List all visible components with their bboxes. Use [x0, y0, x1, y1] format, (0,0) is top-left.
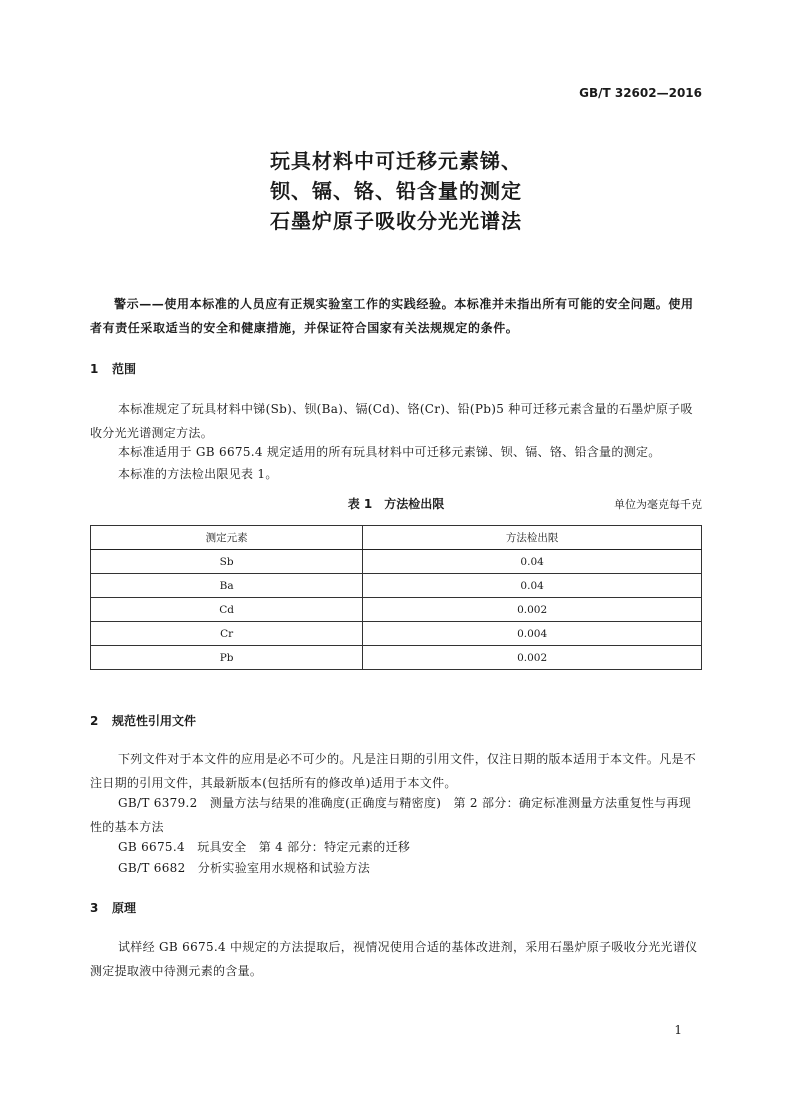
table-caption: 表 1 方法检出限 — [347, 497, 445, 511]
section-3-heading — [90, 899, 136, 916]
reference-gb-6675-4: GB 6675.4 玩具安全 第 4 部分：特定元素的迁移 — [118, 840, 411, 854]
cell-limit: 0.002 — [363, 646, 702, 670]
cell-limit: 0.04 — [363, 574, 702, 598]
safety-warning: 警示——使用本标准的人员应有正规实验室工作的实践经验。本标准并未指出所有可能的安全问题。使用者有责任采取适当的安全和健康措施，并保证符合国家有关法规规定的条件。 — [90, 297, 694, 335]
cell-element: Cr — [91, 622, 363, 646]
standard-code: GB/T 32602—2016 — [579, 86, 702, 100]
header-element: 测定元素 — [91, 526, 363, 550]
section-3-paragraph-1: 试样经 GB 6675.4 中规定的方法提取后，视情况使用合适的基体改进剂，采用石墨炉原子吸收分光光谱仪测定提取液中待测元素的含量。 — [90, 940, 698, 978]
cell-element: Sb — [91, 550, 363, 574]
section-3-title: 原理 — [112, 901, 137, 915]
section-3-number: 3 — [90, 901, 99, 915]
table-header-row — [91, 526, 702, 550]
section-1-paragraph-1: 本标准规定了玩具材料中锑(Sb)、钡(Ba)、镉(Cd)、铬(Cr)、铅(Pb)5 种可迁移元素含量的石墨炉原子吸收分光光谱测定方法。 — [90, 402, 693, 440]
cell-element: Pb — [91, 646, 363, 670]
table-row — [91, 550, 702, 574]
title-line-3: 石墨炉原子吸收分光光谱法 — [270, 209, 522, 233]
header-limit: 方法检出限 — [363, 526, 702, 550]
reference-gb-t-6379-2: GB/T 6379.2 测量方法与结果的准确度(正确度与精密度) 第 2 部分：确定标准测量方法重复性与再现性的基本方法 — [90, 796, 692, 834]
section-1-paragraph-2: 本标准适用于 GB 6675.4 规定适用的所有玩具材料中可迁移元素锑、钡、镉、铬、铅含量的测定。 — [118, 445, 661, 459]
cell-element: Ba — [91, 574, 363, 598]
section-2-title: 规范性引用文件 — [112, 714, 197, 728]
section-2-heading — [90, 712, 196, 729]
section-1-paragraph-3: 本标准的方法检出限见表 1。 — [118, 467, 278, 481]
cell-limit: 0.004 — [363, 622, 702, 646]
title-line-1: 玩具材料中可迁移元素锑、 — [270, 149, 522, 173]
cell-limit: 0.04 — [363, 550, 702, 574]
table-row — [91, 646, 702, 670]
page-number: 1 — [674, 1023, 682, 1037]
reference-gb-t-6682: GB/T 6682 分析实验室用水规格和试验方法 — [118, 861, 371, 875]
detection-limit-table — [90, 525, 702, 670]
title-line-2: 钡、镉、铬、铅含量的测定 — [270, 179, 522, 203]
table-caption-row — [90, 495, 702, 513]
section-2-number: 2 — [90, 714, 99, 728]
section-1-number: 1 — [90, 362, 99, 376]
table-row — [91, 574, 702, 598]
table-row — [91, 622, 702, 646]
section-1-heading — [90, 360, 136, 377]
section-1-title: 范围 — [112, 362, 137, 376]
cell-element: Cd — [91, 598, 363, 622]
cell-limit: 0.002 — [363, 598, 702, 622]
table-unit: 单位为毫克每千克 — [614, 498, 702, 511]
section-2-paragraph-1: 下列文件对于本文件的应用是必不可少的。凡是注日期的引用文件，仅注日期的版本适用于本文件。凡是不注日期的引用文件，其最新版本(包括所有的修改单)适用于本文件。 — [90, 752, 697, 790]
table-row — [91, 598, 702, 622]
document-title — [0, 146, 792, 236]
